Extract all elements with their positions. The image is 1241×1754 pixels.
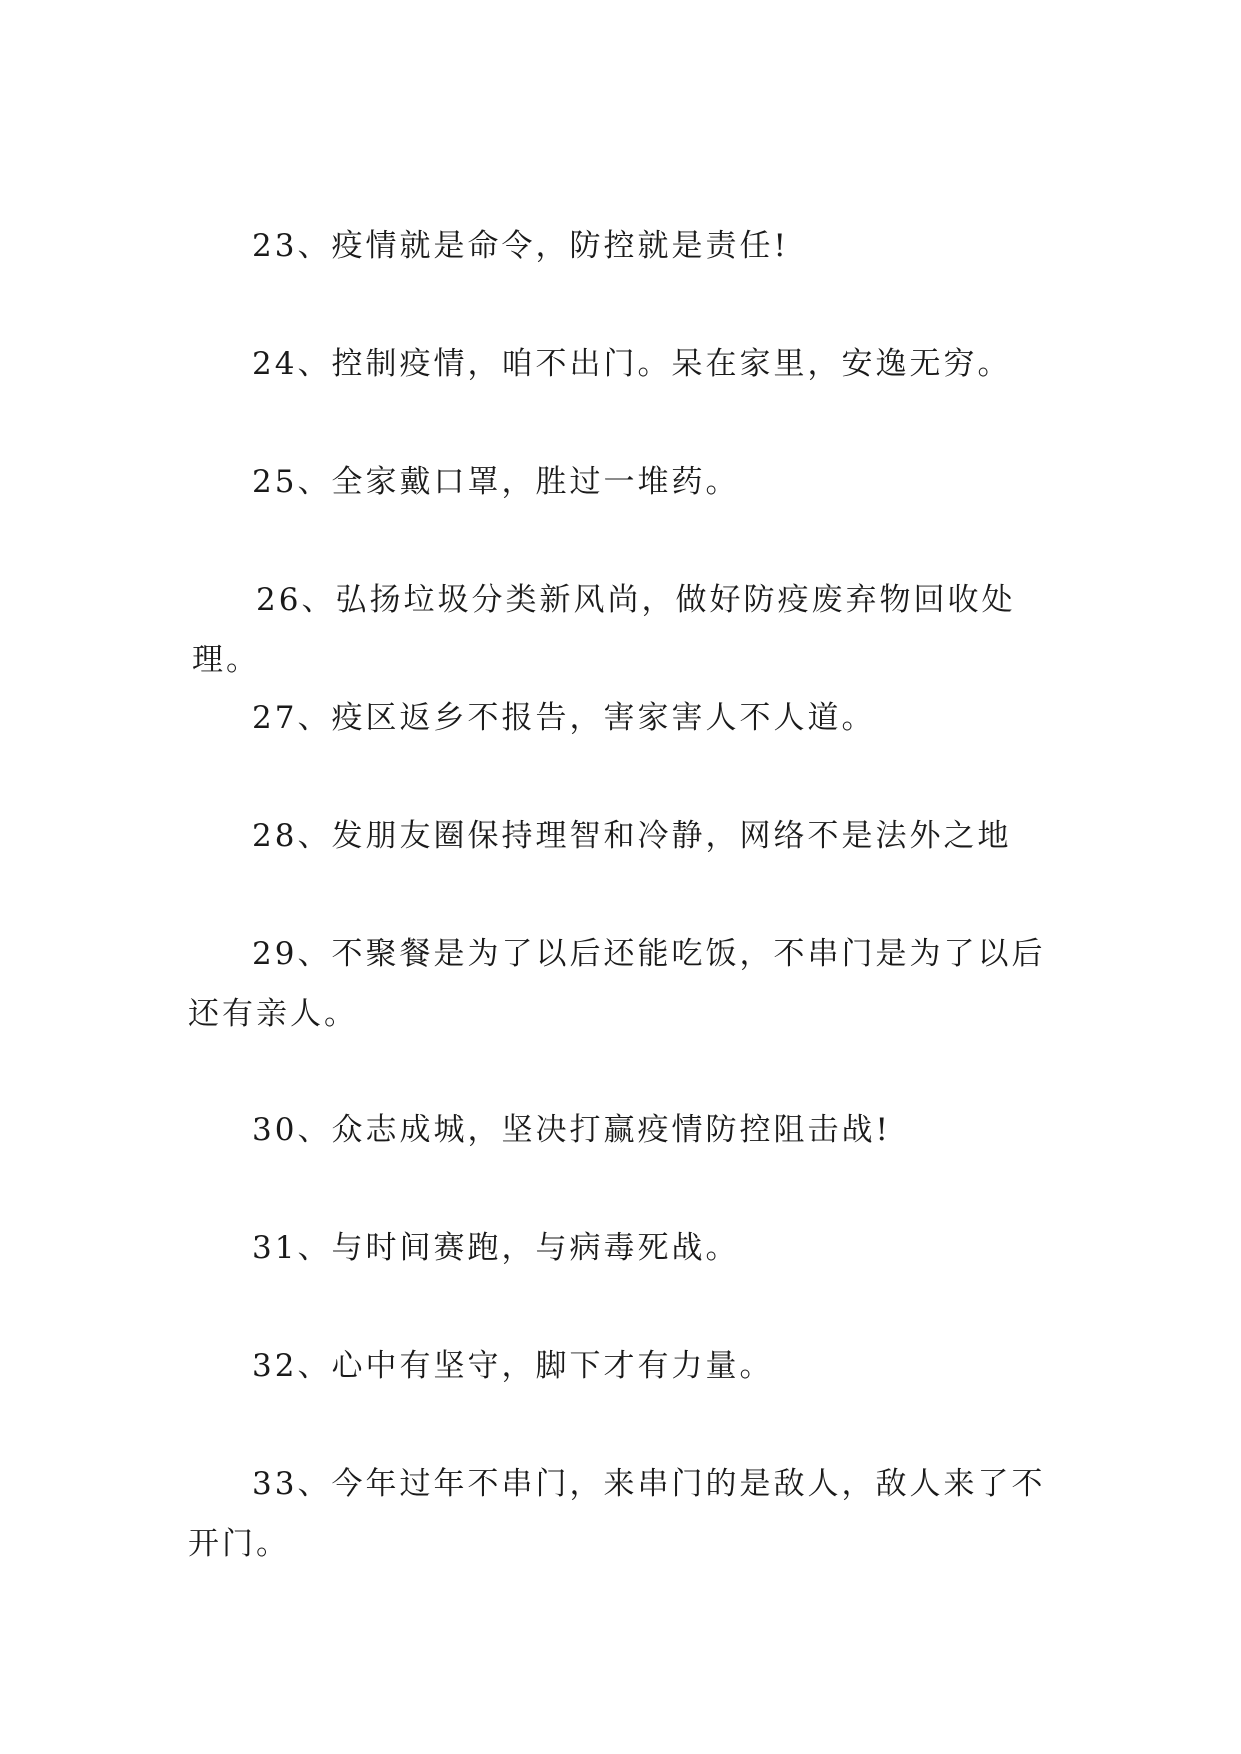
list-item: 31、与时间赛跑，与病毒死战。 (252, 1230, 740, 1266)
list-item: 28、发朋友圈保持理智和冷静，网络不是法外之地 (252, 818, 1012, 854)
list-item: 33、今年过年不串门，来串门的是敌人，敌人来了不开门。 (188, 1466, 1046, 1562)
list-item: 24、控制疫情，咱不出门。呆在家里，安逸无穷。 (252, 346, 1012, 382)
list-item: 26、弘扬垃圾分类新风尚，做好防疫废弃物回收处理。 (192, 582, 1016, 678)
list-item: 32、心中有坚守，脚下才有力量。 (252, 1348, 774, 1384)
list-item: 25、全家戴口罩，胜过一堆药。 (252, 464, 740, 500)
list-item: 29、不聚餐是为了以后还能吃饭，不串门是为了以后还有亲人。 (188, 936, 1046, 1032)
list-item: 23、疫情就是命令，防控就是责任! (252, 228, 789, 264)
list-item: 30、众志成城，坚决打赢疫情防控阻击战! (252, 1112, 891, 1148)
list-item: 27、疫区返乡不报告，害家害人不人道。 (252, 700, 876, 736)
